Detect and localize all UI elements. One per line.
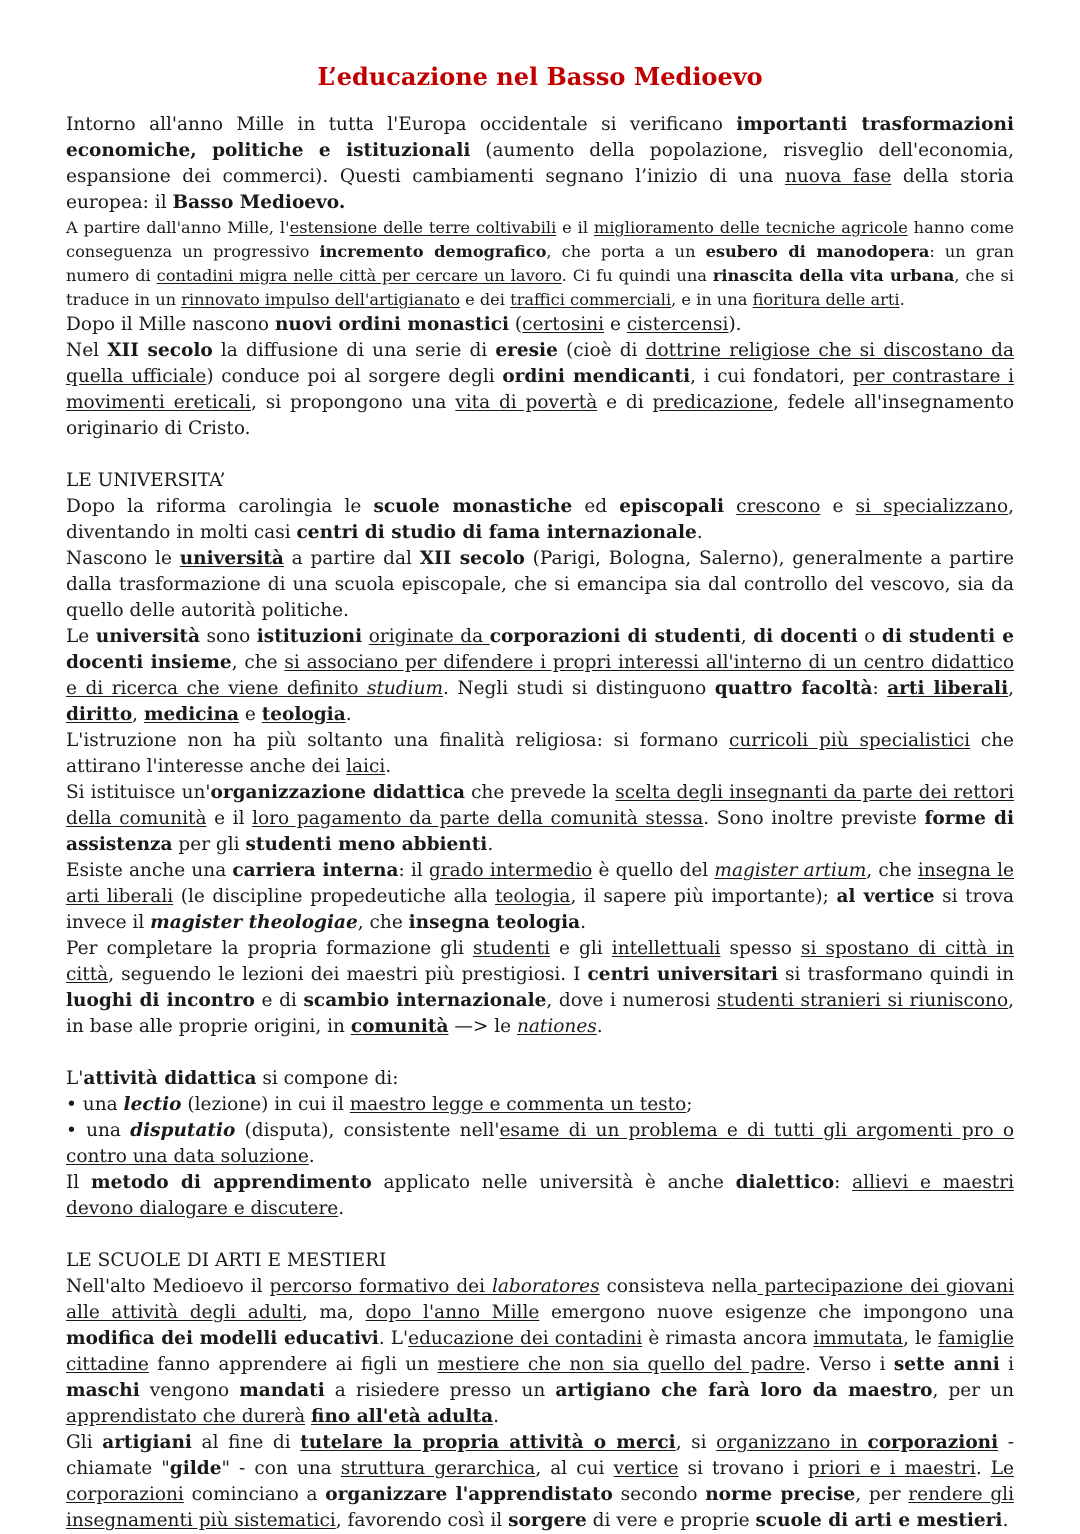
text-run: , per — [855, 1484, 909, 1505]
text-run: e di — [597, 392, 653, 413]
text-run: a risiedere presso un — [324, 1380, 556, 1401]
text-run: rinascita della vita urbana — [712, 266, 955, 285]
text-run: . Negli studi si distinguono — [443, 678, 715, 699]
text-run: , i cui fondatori, — [690, 366, 853, 387]
text-run: insegna teologia — [408, 912, 581, 933]
text-run: " - con una — [221, 1458, 341, 1479]
text-run: sorgere — [508, 1510, 587, 1531]
text-run: è quello del — [592, 860, 715, 881]
text-run: Il — [66, 1172, 92, 1193]
universita-paragraph-6 — [66, 858, 1014, 936]
text-run: quattro facoltà — [714, 678, 873, 699]
text-run: (le discipline propedeutiche alla — [173, 886, 496, 907]
intro-paragraph-2 — [66, 216, 1014, 312]
text-run: , per un — [932, 1380, 1014, 1401]
text-run: e il — [206, 808, 253, 829]
text-run: loro pagamento da parte della comunità stessa — [252, 808, 704, 829]
text-run: cominciano a — [183, 1484, 326, 1505]
text-run: grado intermedio — [428, 860, 593, 881]
text-run: scambio internazionale — [303, 990, 547, 1011]
text-run: . L' — [378, 1328, 409, 1349]
spacer — [66, 1222, 1014, 1248]
attivita-bullet-disputatio — [66, 1118, 1014, 1170]
text-run: predicazione — [652, 392, 773, 413]
text-run: ) conduce poi al sorgere degli — [206, 366, 503, 387]
text-run: Si istituisce un' — [66, 782, 211, 803]
text-run: carriera interna — [232, 860, 399, 881]
text-run: episcopali — [619, 496, 725, 517]
text-run: traffici commerciali — [510, 290, 672, 309]
text-run: nationes — [516, 1016, 597, 1037]
text-run: corporazioni di studenti — [489, 626, 741, 647]
text-run: struttura gerarchica — [340, 1458, 536, 1479]
text-run: Dopo il Mille nascono — [66, 314, 275, 335]
text-run: , dove i numerosi — [546, 990, 717, 1011]
text-run: e il — [556, 218, 594, 237]
text-run: ; — [686, 1094, 693, 1115]
text-run: crescono — [736, 496, 821, 517]
spacer — [66, 442, 1014, 468]
text-run: . — [308, 1146, 315, 1167]
text-run: , in base alle proprie origini, in — [66, 990, 1014, 1037]
text-run: spesso — [720, 938, 802, 959]
text-run: fino all'età adulta — [311, 1406, 494, 1427]
text-run: dialettico — [735, 1172, 835, 1193]
text-run: e — [238, 704, 262, 725]
text-run: è rimasta ancora — [642, 1328, 814, 1349]
text-run: rendere gli insegnamenti più sistematici — [66, 1484, 1014, 1531]
attivita-paragraph-metodo — [66, 1170, 1014, 1222]
text-run: magister theologiae — [150, 912, 358, 933]
text-run: , che — [231, 652, 285, 673]
attivita-bullet-lectio — [66, 1092, 1014, 1118]
text-run: . — [1002, 1510, 1009, 1531]
text-run: , che porta a un — [546, 242, 706, 261]
text-run: contadini migra nelle città per cercare un lavoro — [156, 266, 562, 285]
text-run: laboratores — [491, 1276, 600, 1297]
text-run: scelta degli insegnanti da parte dei rettori della comunità — [66, 782, 1014, 829]
text-run: scuole di arti e mestieri — [755, 1510, 1003, 1531]
text-run: . — [580, 912, 586, 933]
text-run: . — [899, 290, 905, 309]
text-run: Esiste anche una — [66, 860, 233, 881]
text-run: si trova invece il — [66, 886, 1014, 933]
text-run: . — [975, 1458, 991, 1479]
text-run: , fedele all'insegnamento originario di Cristo. — [66, 392, 1014, 439]
text-run: . Verso i — [805, 1354, 894, 1375]
text-run: ( — [509, 314, 523, 335]
text-run: mandati — [239, 1380, 325, 1401]
text-run: disputatio — [130, 1120, 236, 1141]
text-run: magister artium — [714, 860, 867, 881]
text-run: cistercensi — [626, 314, 729, 335]
text-run: mestiere che non sia quello del padre — [437, 1354, 805, 1375]
intro-paragraph-4 — [66, 338, 1014, 442]
text-run: per contrastare i movimenti ereticali — [66, 366, 1014, 413]
text-run: XII secolo — [419, 548, 525, 569]
text-run: immutata — [813, 1328, 904, 1349]
text-run: organizzano in — [716, 1432, 868, 1453]
text-run: tutelare la propria attività o merci — [300, 1432, 676, 1453]
text-run: , diventando in molti casi — [66, 496, 1014, 543]
text-run: si spostano di città in città — [66, 938, 1015, 985]
text-run: intellettuali — [611, 938, 721, 959]
text-run: . — [338, 1198, 345, 1219]
page-title: L’educazione nel Basso Medioevo — [317, 62, 763, 91]
text-run: studenti stranieri si riuniscono — [716, 990, 1009, 1011]
text-run: della storia europea: il — [66, 166, 1014, 213]
text-run: centri universitari — [587, 964, 778, 985]
text-run: Nel — [66, 340, 108, 361]
text-run: : — [834, 1172, 853, 1193]
text-run: , che — [866, 860, 918, 881]
text-run: si trasformano quindi in — [777, 964, 1014, 985]
text-run: • una — [66, 1094, 124, 1115]
text-run: Nascono le — [66, 548, 180, 569]
text-run: dottrine religiose che si discostano da quella ufficiale — [66, 340, 1014, 387]
text-run: curricoli più specialistici — [729, 730, 970, 751]
text-run — [724, 496, 736, 517]
text-run: università — [95, 626, 200, 647]
text-run: Intorno all'anno Mille in tutta l'Europa occidentale si verificano — [66, 114, 737, 135]
universita-paragraph-3 — [66, 624, 1014, 728]
text-run: Dopo la riforma carolingia le — [66, 496, 374, 517]
text-run: i — [999, 1354, 1014, 1375]
text-run: al fine di — [191, 1432, 301, 1453]
scuole-paragraph-1 — [66, 1274, 1014, 1430]
text-run: teologia — [495, 886, 571, 907]
text-run: (Parigi, Bologna, Salerno), generalmente a partire dalla trasformazione di una scuola episcopale, che si emancipa sia dal controllo del vescovo, sia da quello delle autorità politiche. — [66, 548, 1014, 621]
text-run: hanno come conseguenza un progressivo — [66, 218, 1014, 261]
text-run: sono — [199, 626, 257, 647]
text-run: laici — [346, 756, 386, 777]
text-run: eresie — [495, 340, 558, 361]
text-run: ). — [728, 314, 742, 335]
text-run: corporazioni — [867, 1432, 999, 1453]
text-run: al vertice — [836, 886, 935, 907]
section-heading-scuole: LE SCUOLE DI ARTI E MESTIERI — [66, 1250, 387, 1271]
spacer — [66, 1040, 1014, 1066]
text-run: si specializzano — [855, 496, 1009, 517]
text-run: di studenti e docenti insieme — [66, 626, 1015, 673]
text-run: arti liberali — [887, 678, 1009, 699]
text-run: esubero di manodopera — [705, 242, 930, 261]
text-run: : un gran numero di — [66, 242, 1015, 285]
text-run: allievi e maestri devono dialogare e discutere — [66, 1172, 1015, 1219]
text-run: , — [740, 626, 754, 647]
text-run: miglioramento delle tecniche agricole — [593, 218, 908, 237]
text-run: fanno apprendere ai figli un — [148, 1354, 438, 1375]
text-run: (disputa), consistente nell' — [235, 1120, 500, 1141]
text-run: . — [696, 522, 703, 543]
text-run: maschi — [66, 1380, 140, 1401]
text-run: importanti trasformazioni economiche, politiche e istituzionali — [66, 114, 1014, 161]
universita-paragraph-2 — [66, 546, 1014, 624]
text-run: (aumento della popolazione, risveglio dell'economia, espansione dei commerci). Questi cambiamenti segnano l’inizio di una — [66, 140, 1014, 187]
text-run: , e in una — [671, 290, 753, 309]
text-run: (cioè di — [557, 340, 646, 361]
text-run: e di — [254, 990, 304, 1011]
text-run: centri di studio di fama internazionale — [296, 522, 697, 543]
text-run: . Ci fu quindi una — [561, 266, 713, 285]
text-run: . — [596, 1016, 603, 1037]
text-run: . — [493, 1406, 499, 1427]
text-run: . — [345, 704, 352, 725]
text-run: famiglie cittadine — [66, 1328, 1014, 1375]
text-run: , il sapere più importante); — [570, 886, 837, 907]
text-run: Basso Medioevo. — [172, 192, 346, 213]
text-run: insegna le arti liberali — [66, 860, 1014, 907]
text-run: istituzioni — [256, 626, 363, 647]
text-run: incremento demografico — [319, 242, 547, 261]
intro-paragraph-3 — [66, 312, 1014, 338]
text-run: —> le — [448, 1016, 517, 1037]
attivita-paragraph-1 — [66, 1066, 1014, 1092]
text-run: organizzazione didattica — [210, 782, 465, 803]
text-run: dopo l'anno Mille — [365, 1302, 540, 1323]
text-run: o — [857, 626, 882, 647]
text-run: artigiani — [102, 1432, 192, 1453]
text-run: , si — [675, 1432, 717, 1453]
text-run: , ma, — [301, 1302, 366, 1323]
text-run: si associano per difendere i propri interessi all'interno di un centro didattico e di ricerca che viene definito — [66, 652, 1015, 699]
text-run: la diffusione di una serie di — [212, 340, 496, 361]
text-run: maestro legge e commenta un testo — [349, 1094, 687, 1115]
section-heading-universita: LE UNIVERSITA’ — [66, 470, 226, 491]
text-run: . — [487, 834, 494, 855]
text-run: attività didattica — [83, 1068, 257, 1089]
universita-paragraph-1 — [66, 494, 1014, 546]
text-run: : — [872, 678, 888, 699]
text-run: rinnovato impulso dell'artigianato — [181, 290, 460, 309]
text-run: scuole monastiche — [373, 496, 573, 517]
text-run: applicato nelle università è anche — [371, 1172, 736, 1193]
text-run: vita di povertà — [455, 392, 598, 413]
text-run: si compone di: — [256, 1068, 399, 1089]
text-run: artigiano che farà loro da maestro — [555, 1380, 933, 1401]
text-run: si trovano i — [678, 1458, 809, 1479]
text-run: L'istruzione non ha più soltanto una finalità religiosa: si formano — [66, 730, 730, 751]
text-run: lectio — [123, 1094, 182, 1115]
text-run: per gli — [172, 834, 246, 855]
text-run: : il — [398, 860, 429, 881]
text-run: luoghi di incontro — [66, 990, 255, 1011]
text-run: che attirano l'interesse anche dei — [66, 730, 1014, 777]
text-run: Le — [66, 626, 96, 647]
text-run: organizzare l'apprendistato — [325, 1484, 613, 1505]
text-run: nuova fase — [784, 166, 892, 187]
text-run: percorso formativo dei — [269, 1276, 492, 1297]
universita-paragraph-5 — [66, 780, 1014, 858]
text-run: partecipazione dei giovani alle attività degli adulti — [66, 1276, 1014, 1323]
text-run: , si propongono una — [250, 392, 456, 413]
text-run: a partire dal — [283, 548, 420, 569]
text-run: norme precise — [705, 1484, 856, 1505]
text-run: educazione dei contadini — [408, 1328, 643, 1349]
text-run: A partire dall'anno Mille, l' — [66, 218, 290, 237]
text-run: certosini — [522, 314, 605, 335]
text-run: metodo di apprendimento — [91, 1172, 372, 1193]
scuole-paragraph-2 — [66, 1430, 1014, 1534]
text-run: , che si traduce in un — [66, 266, 1014, 309]
text-run: e dei — [459, 290, 511, 309]
text-run: . Sono inoltre previste — [703, 808, 925, 829]
text-run: teologia — [261, 704, 346, 725]
text-run: modifica dei modelli educativi — [66, 1328, 379, 1349]
text-run: medicina — [143, 704, 239, 725]
text-run: • una — [66, 1120, 131, 1141]
text-run: studium — [366, 678, 444, 699]
text-run: Le corporazioni — [66, 1458, 1014, 1505]
text-run: Gli — [66, 1432, 103, 1453]
text-run: priori e i maestri — [808, 1458, 976, 1479]
text-run: ordini mendicanti — [502, 366, 691, 387]
text-run: vengono — [139, 1380, 240, 1401]
text-run: vertice — [613, 1458, 679, 1479]
intro-paragraph-1 — [66, 112, 1014, 216]
text-run: Per completare la propria formazione gli — [66, 938, 474, 959]
text-run: apprendistato che durerà — [66, 1406, 306, 1427]
text-run: , — [132, 704, 144, 725]
text-run: , al cui — [535, 1458, 614, 1479]
text-run: esame di un problema e di tutti gli argomenti pro o contro una data soluzione — [66, 1120, 1014, 1167]
text-run: e — [820, 496, 856, 517]
text-run: diritto — [66, 704, 133, 725]
text-run: estensione delle terre coltivabili — [289, 218, 557, 237]
text-run: e — [604, 314, 627, 335]
text-run: . — [385, 756, 392, 777]
text-run: studenti meno abbienti — [245, 834, 488, 855]
text-run: , seguendo le lezioni dei maestri più prestigiosi. I — [108, 964, 588, 985]
text-run: che prevede la — [464, 782, 616, 803]
text-run: comunità — [350, 1016, 449, 1037]
text-run: , che — [357, 912, 409, 933]
text-run: studenti — [473, 938, 550, 959]
text-run: nuovi ordini monastici — [274, 314, 510, 335]
text-run: e gli — [549, 938, 612, 959]
text-run: consisteva nella — [599, 1276, 758, 1297]
text-run: - chiamate " — [66, 1432, 1014, 1479]
universita-paragraph-4 — [66, 728, 1014, 780]
text-run: emergono nuove esigenze che impongono una — [539, 1302, 1014, 1323]
text-run: forme di assistenza — [66, 808, 1014, 855]
text-run: di docenti — [753, 626, 858, 647]
text-run: L' — [66, 1068, 84, 1089]
text-run: fioritura delle arti — [752, 290, 900, 309]
text-run: ed — [572, 496, 620, 517]
text-run: originate da — [368, 626, 490, 647]
text-run: , le — [903, 1328, 939, 1349]
text-run: secondo — [612, 1484, 706, 1505]
text-run: di vere e proprie — [586, 1510, 756, 1531]
text-run: , — [1008, 678, 1014, 699]
text-run: università — [179, 548, 284, 569]
text-run: XII secolo — [107, 340, 213, 361]
text-run: (lezione) in cui il — [181, 1094, 350, 1115]
text-run: gilde — [169, 1458, 222, 1479]
text-run: sette anni — [893, 1354, 1000, 1375]
document-body — [66, 112, 1014, 1534]
text-run: Nell'alto Medioevo il — [66, 1276, 270, 1297]
text-run: , favorendo così il — [335, 1510, 509, 1531]
universita-paragraph-7 — [66, 936, 1014, 1040]
